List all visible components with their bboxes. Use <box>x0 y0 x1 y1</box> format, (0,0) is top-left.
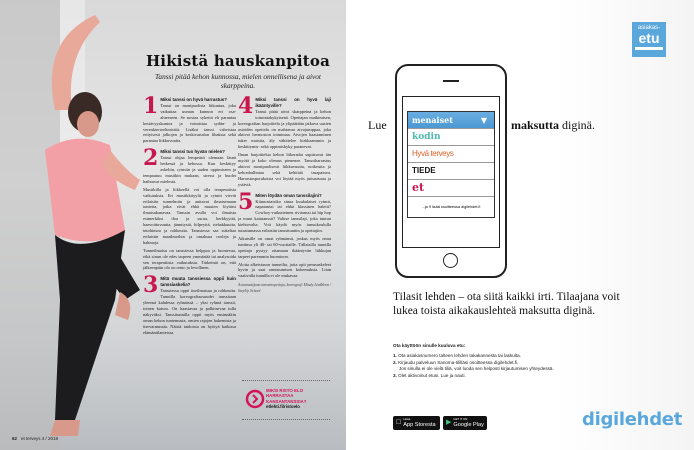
section-question: Mitä muuta tanssiessa oppii kuin tanssiaskelia? <box>160 276 236 288</box>
section-number: 1 <box>143 93 159 119</box>
step: 3. Olet aktivoinut etusi. Lue ja nauti. <box>393 372 466 378</box>
section-question: Miksi tanssi tuo hyvän mielen? <box>160 149 225 155</box>
maksutta-text <box>511 118 595 133</box>
dropdown-selected[interactable] <box>408 112 494 129</box>
promo-text: MIKSI RISTO ELO HARRASTAA KANSANTANSSIA? <box>266 388 307 404</box>
paragraph: Tunneilmaisu on tanssiessa helppoa ja luontevaa, eikä sinun ole edes tarpeen ymmärtää tai analysoida sen terapeuttisia vaikutuksia. Tärkeintä on, että jälkeenpäin olo on rento ja levollinen. <box>143 247 236 271</box>
google-play-icon: ▶ <box>446 419 452 426</box>
section-question: Miksi tanssi on hyvä laji ikääntyville? <box>255 97 331 108</box>
apple-icon <box>396 416 401 430</box>
google-play-label: Google Play <box>453 421 484 428</box>
paragraph: Tanssi pitää aivot skarppeina ja kehon toimintakykyisenä. Opettajan matkimisen, koreografian harjoittelu ja ylipäätään jatkuva uusien asioiden opettelu on mahtavaa aivojumppaa, joka aktivoi hermoston toimintaa. Aivojen haastaminen tuker muistia, äly vähittelee kirkkaammin ja keskittymis- sekä oppimiskyky paranevat. <box>238 108 331 150</box>
play-arrow-icon <box>245 389 265 409</box>
digilehdet-logo: digilehdet <box>582 409 682 430</box>
step: Jos sinulla ei ole vielä tiliä, voit luoda sen helposti kirjautumisen yhteydessä. <box>399 366 554 372</box>
paragraph: Aloita alkeistason tunneilta, jotta opit perusaskeleet hyvin ja saat onnistumisen kokemuksia. Liian vaativalla tunnilla ei ole mukavaa. <box>238 261 331 279</box>
section-number: 5 <box>238 188 254 215</box>
logo-top: asiakas- <box>637 25 661 31</box>
section-question: Miten löydän oman tanssilajini? <box>255 192 322 198</box>
section-question: Miksi tanssi on hyvä harrastus? <box>160 97 227 102</box>
digina-text: diginä. <box>559 118 596 132</box>
section-number: 3 <box>143 272 159 299</box>
article-page <box>0 0 346 450</box>
advert-headline: Tilasit lehden – ota siitä kaikki irti. Tilaajana voit lukea toista aikakauslehteä maksutta diginä. <box>393 291 620 317</box>
steps <box>393 343 554 379</box>
steps-title: Ota käyttöön sinulle kuuluva etu: <box>393 343 466 348</box>
dropdown-option[interactable]: TIEDE <box>408 163 494 180</box>
google-play-badge[interactable] <box>443 416 487 430</box>
home-button-icon <box>443 253 458 268</box>
magazine-dropdown[interactable] <box>407 111 495 218</box>
promo-box[interactable] <box>242 380 330 420</box>
selected-label: menaiset <box>412 115 453 125</box>
section-number: 4 <box>238 93 254 119</box>
dropdown-option[interactable]: et <box>408 180 494 197</box>
lue-text: Lue <box>368 118 387 132</box>
app-store-small-label: Lataa <box>398 417 405 422</box>
app-store-label: App Storesta <box>398 421 431 428</box>
app-store-badge[interactable] <box>393 416 440 430</box>
google-play-small-label: GET IT ON <box>453 417 468 422</box>
speaker-icon <box>443 80 459 82</box>
dropdown-option[interactable]: kodin <box>408 129 494 146</box>
magazine-issue: et terveys 4 / 2018 <box>21 436 59 441</box>
asiakasetu-logo <box>632 22 666 57</box>
section-number: 2 <box>143 145 159 172</box>
paragraph: Ilman harjoittelua kehon liikeradat supistuvat iän myötä ja koko olemus pienenee. Tanssiharrastus aktivoi monipuolisesti liikkuvuutta, notkeutta ja kehonhallintaa sekä kehittää tasapainoa. Harrastusporukoista voi löytää myös juttuseuraa ja ystäviä. <box>238 152 331 187</box>
step: 1. Ota asiakasnumero talteen lehden takakannesta tai laskulta. <box>393 353 521 359</box>
page-folio <box>12 436 58 441</box>
article-subtitle: Tanssi pitää kehon kunnossa, mielen onnellisena ja aivot skarppeina. <box>155 72 321 90</box>
step: 2. Kirjaudu palveluun Sanoma-tililläsi osoitteessa digilehdet.fi. <box>393 359 519 365</box>
paragraph: Tanssiessa oppii itseilmaisua ja rohkeutta. Tunnilla koreografiaosuudet tanssitaan yleensä kahdessa ryhmässä – yksi ryhmä tanssii, toinen katsoo. On haastavaa ja palkitsevaa tulla näkyväksi. Tanssitunnilla oppii myös ensinnäkin oman kehon tuntemusta, omien rajojen hakemista ja itsevarmuutta. Näistä taidoista on hyötyä kaikissa elämäntilanteissa. <box>143 288 236 335</box>
article-column-2 <box>238 93 331 297</box>
promo-url[interactable]: etlehti.fi/ristoelo <box>266 403 300 409</box>
dropdown-option[interactable]: Hyvä terveys <box>408 146 494 163</box>
dropdown-more: ...ja 9 lisää osoitteessa digilehdet.fi <box>421 205 481 209</box>
paragraph: Musiikilla ja liikkeellä voi olla terapeuttisia vaikutuksia. Eri musiikkityylit ja rytmit vievät erilaisiin tunnelmiin ja auttavat ilmaisemaan tunteita, jotka eivät ehkä muuten löytäisi ilmaisukanavaa. Tanssin avulla voi ilmaista esimerkiksi iloa ja surua, herkkyyttä, haavoittuvuutta, jännitystä, hilpeyttä, riehakkuutta, intohimoa ja rohkeutta. Tanssiessa saa sukeltaa erilaisiin maailmoihin ja omaksua rooleja ja hahmoja. <box>143 186 236 245</box>
paragraph: Tanssi on monipuolista liikuntaa, joka vaikuttaa useaan kunnon eri osa-alueeseen. Se nostaa sykettä eli parantaa kestävyyskuntoa ja voimistaa sydän- ja verenkiertoelimistöä. Lisäksi tanssi vahvistaa erityisesti jalkojen ja keskivartalon lihaksia sekä parantaa liikkuvuutta. <box>143 102 236 144</box>
caret-down-icon: ▼ <box>480 115 487 125</box>
page-number: 62 <box>12 436 18 441</box>
article-title: Hikistä hauskanpitoa <box>145 52 331 70</box>
paragraph: Aikuisille on omat ryhmänsä, joskus myös omat tuntinsa yli 40- tai 60-vuotiaille. Tällaisilla tunnilla opettaja pystyy ottamaan ikääntyvän liikkujan tarpeet paremmin huomioon. <box>238 235 331 259</box>
advert-page <box>350 0 694 450</box>
maksutta-bold: maksutta <box>511 118 560 132</box>
expert-credit: Asiantuntijana tanssinopettaja, koreografi Mindy Lindblom / StepUp School <box>238 283 331 294</box>
paragraph: Tanssi ohjaa lempeästi olemaan läsnä hetkessä ja kehossa. Kun keskittyy askeliin, rytmiin ja uuden oppimiseen ja tempautuu musiikin mukaan, stressi ja huolet haihtuvat mielestä. <box>143 155 236 184</box>
article-column-1 <box>143 93 236 337</box>
logo-main: etu <box>638 30 660 46</box>
paragraph: Kiinnostaisiko sinua kuubalaiset rytmit, napatanssi tai ehkä klassinen baletti? Cowboy-vaikutteinen rivitanssi tai hip hop ja muut katutanssit? Valitse tanssilaji, joka tuntuu kiehtovalta. Voit käydä myös tanssikoululla tutustumassa erilaisiin tanssituntiin ja opettajiin. <box>238 198 331 234</box>
